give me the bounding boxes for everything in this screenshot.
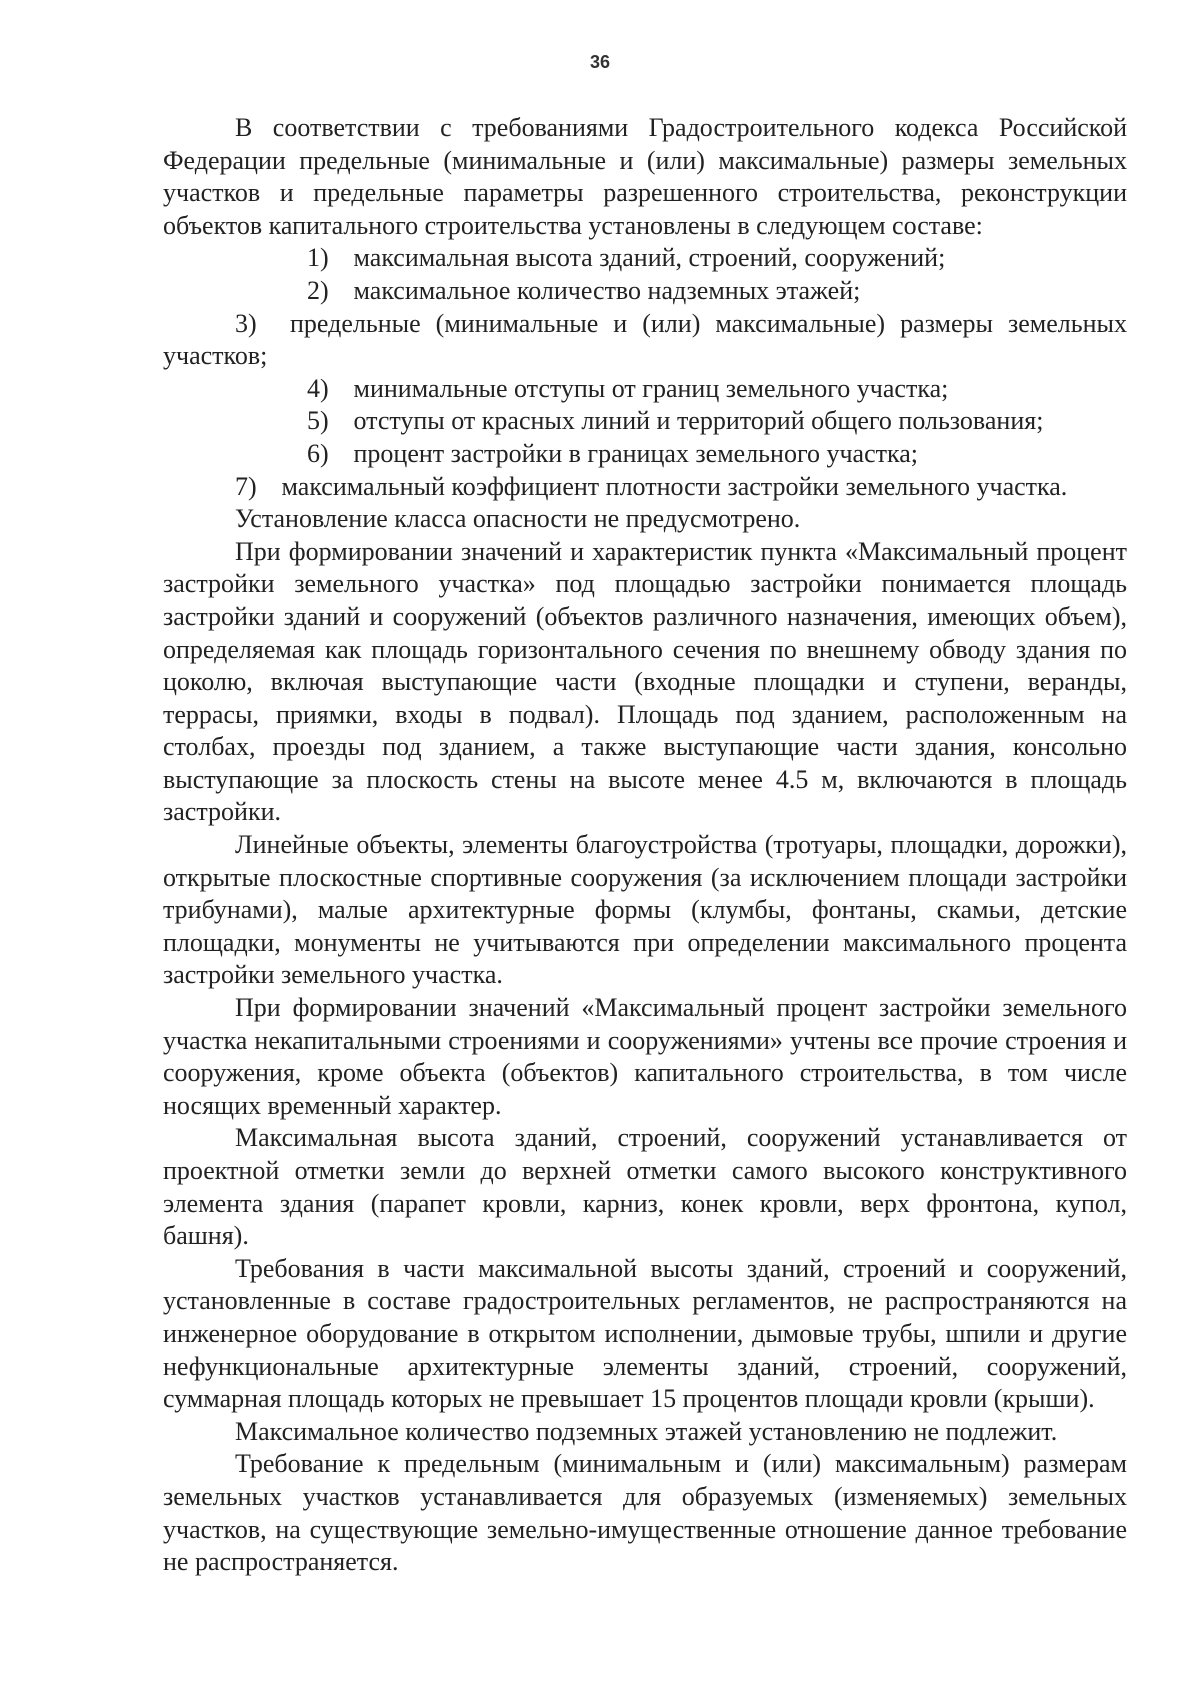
- list-item-text: максимальная высота зданий, строений, сооружений;: [353, 243, 946, 273]
- list-item-number: 3): [235, 308, 257, 338]
- paragraph-max-height: Максимальная высота зданий, строений, сооружений устанавливается от проектной отметки земли до верхней отметки самого высокого конструктивного элемента здания (парапет кровли, карниз, конек кровли, верх фронтона, купол, башня).: [163, 1123, 1127, 1251]
- paragraph-plot-size-requirement: Требование к предельным (минимальным и (или) максимальным) размерам земельных участков устанавливается для образуемых (изменяемых) земельных участков, на существующие земельно-имущественные отношение данное требование не распространяется.: [163, 1449, 1127, 1577]
- list-item-number: 7): [235, 471, 257, 501]
- list-item: [163, 308, 1127, 373]
- list-item-text: максимальное количество надземных этажей;: [353, 275, 861, 305]
- paragraph-linear-objects: Линейные объекты, элементы благоустройства (тротуары, площадки, дорожки), открытые плоскостные спортивные сооружения (за исключением площади застройки трибунами), малые архитектурные формы (клумбы, фонтаны, скамьи, детские площадки, монументы не учитываются при определении максимального процента застройки земельного участка.: [163, 830, 1127, 990]
- list-item-text: предельные (минимальные и (или) максимальные) размеры земельных участков;: [163, 308, 1127, 371]
- list-item: [163, 242, 1127, 275]
- requirements-list: [163, 242, 1127, 503]
- list-item-number: 5): [307, 406, 329, 436]
- list-item-text: отступы от красных линий и территорий общего пользования;: [353, 406, 1044, 436]
- list-item-number: 2): [307, 275, 329, 305]
- list-item-number: 6): [307, 438, 329, 468]
- document-body: [163, 112, 1127, 1579]
- paragraph-height-exceptions: Требования в части максимальной высоты зданий, строений и сооружений, установленные в составе градостроительных регламентов, не распространяются на инженерное оборудование в открытом исполнении, дымовые трубы, шпили и другие нефункциональные архитектурные элементы зданий, строений, сооружений, суммарная площадь которых не превышает 15 процентов площади кровли (крыши).: [163, 1253, 1127, 1414]
- list-item-number: 4): [307, 373, 329, 403]
- paragraph-building-area: При формировании значений и характеристик пункта «Максимальный процент застройки земельного участка» под площадью застройки понимается площадь застройки зданий и сооружений (объектов различного назначения, имеющих объем), определяемая как площадь горизонтального сечения по внешнему обводу здания по цоколю, включая выступающие части (входные площадки и ступени, веранды, террасы, приямки, входы в подвал). Площадь под зданием, расположенным на столбах, проезды под зданием, а также выступающие части здания, консольно выступающие за плоскость стены на высоте менее 4.5 м, включаются в площадь застройки.: [163, 536, 1127, 827]
- list-item-text: максимальный коэффициент плотности застройки земельного участка.: [281, 471, 1068, 501]
- paragraph-hazard-class: Установление класса опасности не предусмотрено.: [235, 504, 801, 534]
- list-item: [163, 471, 1127, 504]
- list-item-text: минимальные отступы от границ земельного участка;: [353, 373, 949, 403]
- list-item: [163, 405, 1127, 438]
- list-item: [163, 373, 1127, 406]
- page-number: 36: [589, 52, 611, 72]
- list-item-text: процент застройки в границах земельного участка;: [353, 438, 918, 468]
- paragraph-non-capital-structures: При формировании значений «Максимальный процент застройки земельного участка некапитальными строениями и сооружениями» учтены все прочие строения и сооружения, кроме объекта (объектов) капитального строительства, в том числе носящих временный характер.: [163, 993, 1127, 1120]
- paragraph-underground-floors: Максимальное количество подземных этажей установлению не подлежит.: [235, 1416, 1058, 1446]
- list-item: [163, 438, 1127, 471]
- paragraph-intro: В соответствии с требованиями Градостроительного кодекса Российской Федерации предельные (минимальные и (или) максимальные) размеры земельных участков и предельные параметры разрешенного строительства, реконструкции объектов капитального строительства установлены в следующем составе:: [163, 113, 1127, 240]
- list-item-number: 1): [307, 243, 329, 273]
- list-item: [163, 275, 1127, 308]
